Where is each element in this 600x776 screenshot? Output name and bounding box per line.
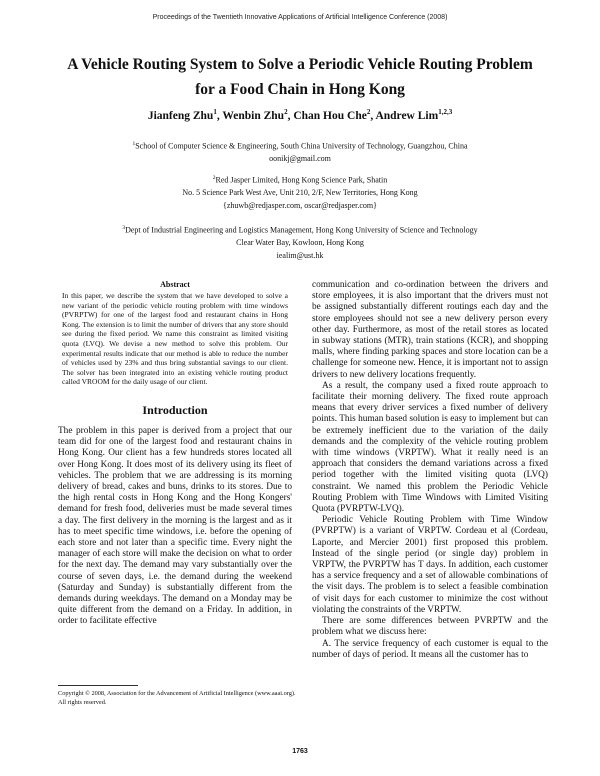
affiliation-1 [60, 138, 540, 166]
author-name: Jianfeng Zhu [147, 109, 214, 122]
author-name: Wenbin Zhu [222, 109, 285, 122]
affiliation-3 [60, 222, 540, 262]
author-sup: 1 [213, 108, 217, 116]
author-sup: 1,2,3 [438, 108, 453, 116]
body-paragraph: communication and co-ordination between the drivers and store employees, it is also important that the drivers must not be assigned substantially different routings each day and the store employees should not see a new delivery person every other day. Furthermore, as most of the retail stores as located in subway stations (MTR), train stations (KCR), and shopping malls, where finding parking spaces and store location can be a challenge for someone new. Hence, it is important not to assign drivers to new delivery locations frequently. [312, 280, 548, 380]
affiliation-email: {zhuwb@redjasper.com, oscar@redjasper.com} [223, 200, 377, 210]
author-sup: 2 [366, 108, 371, 116]
affiliation-line: School of Computer Science & Engineering, South China University of Technology, Guangzhou, China [135, 141, 468, 151]
body-paragraph: Periodic Vehicle Routing Problem with Time Window (PVRPTW) is a variant of VRPTW. Cordeau et al (Cordeau, Laporte, and Mercier 2001) first proposed this problem. Instead of the single period (or single day) problem in VRPTW, the PVRPTW has T days. In addition, each customer has a service frequency and a set of allowable combinations of the visit days. The problem is to select a feasible combination of visit days for each customer to minimize the cost without violating the constraints of the VRPTW. [312, 515, 548, 615]
copyright-notice: Copyright © 2008, Association for the Advancement of Artificial Intelligence (www.aaai.org). All rights reserved. [58, 690, 296, 706]
paper-title [40, 52, 560, 102]
abstract-heading: Abstract [160, 280, 190, 289]
affiliation-address: Clear Water Bay, Kowloon, Hong Kong [236, 238, 364, 248]
body-paragraph: As a result, the company used a fixed route approach to facilitate their morning delivery. The fixed route approach means that every driver services a fixed number of delivery points. This human based solution is easy to implement but can be extremely inefficient due to the variation of the daily demands and the complexity of the vehicle routing problem with time windows (VRPTW). What it really need is an approach that considers the demand variations across a fixed period together with the limited visiting quota (LVQ) constraint. We named this problem the Periodic Vehicle Routing Problem with Time Windows with Limited Visiting Quota (PVRPTW-LVQ). [312, 380, 548, 515]
footnote-divider [58, 685, 138, 686]
abstract-text: In this paper, we describe the system that we have developed to solve a new variant of the periodic vehicle routing problem with time windows (PVRPTW) for one of the largest food and restaurant chains in Hong Kong. The extension is to limit the number of drivers that any store should see during the fixed period. We name this constraint as limited visiting quota (LVQ). We devise a new method to solve this problem. Our experimental results indicate that our method is able to reduce the number of vehicles used by 23% and thus bring substantial savings to our client. The solver has been integrated into an existing vehicle routing product called VROOM for the daily usage of our client. [62, 291, 288, 387]
affiliation-address: No. 5 Science Park West Ave, Unit 210, 2/F, New Territories, Hong Kong [182, 188, 418, 198]
affiliation-2 [60, 172, 540, 212]
introduction-heading: Introduction [142, 402, 208, 417]
title-line-1: A Vehicle Routing System to Solve a Periodic Vehicle Routing Problem [67, 56, 533, 73]
right-column [312, 280, 548, 661]
author-name: Andrew Lim [375, 109, 439, 122]
affiliation-sup: 2 [212, 175, 216, 181]
affiliation-line: Dept of Industrial Engineering and Logistics Management, Hong Kong University of Science and Technology [125, 225, 478, 235]
author-name: Chan Hou Che [293, 109, 367, 122]
affiliation-line: Red Jasper Limited, Hong Kong Science Park, Shatin [215, 175, 388, 185]
running-head: Proceedings of the Twentieth Innovative Applications of Artificial Intelligence Conference (2008) [152, 14, 448, 21]
affiliation-email: iealim@ust.hk [276, 250, 324, 260]
affiliation-sup: 3 [122, 225, 126, 231]
body-paragraph: A. The service frequency of each customer is equal to the number of days of period. It means all the customer has to [312, 638, 548, 660]
introduction-paragraph: The problem in this paper is derived from a project that our team did for one of the largest food and restaurant chains in Hong Kong. Our client has a few hundreds stores located all over Hong Kong. It does most of its delivery using its fleet of vehicles. The problem that we are addressing is its morning delivery of bread, cakes and buns, drinks to its stores. Due to the high rental costs in Hong Kong and the Hong Kongers' demand for fresh food, deliveries must be made several times a day. The first delivery in the morning is the largest and as it has to meet specific time windows, i.e. before the opening of each store and not later than a specific time. Every night the manager of each store will make the decision on what to order for the next day. The demand may vary substantially over the course of seven days, i.e. the demand during the weekend (Saturday and Sunday) is substantially different from the demands during weekdays. The demand on a Monday may be quite different from the demand on a Friday. In addition, in order to facilitate effective [58, 425, 292, 627]
body-paragraph: There are some differences between PVRPTW and the problem what we discuss here: [312, 616, 548, 638]
affiliation-email: oonikj@gmail.com [269, 154, 331, 164]
affiliation-sup: 1 [132, 141, 136, 147]
author-sup: 2 [284, 108, 288, 116]
left-column [58, 280, 292, 628]
page-number: 1763 [292, 748, 308, 755]
title-line-2: for a Food Chain in Hong Kong [195, 81, 405, 98]
author-list: Jianfeng Zhu$^1$, Wenbin Zhu$^2$, Chan Hou Che$^2$, Andrew Lim$^{1,2,3}$ [147, 108, 453, 122]
